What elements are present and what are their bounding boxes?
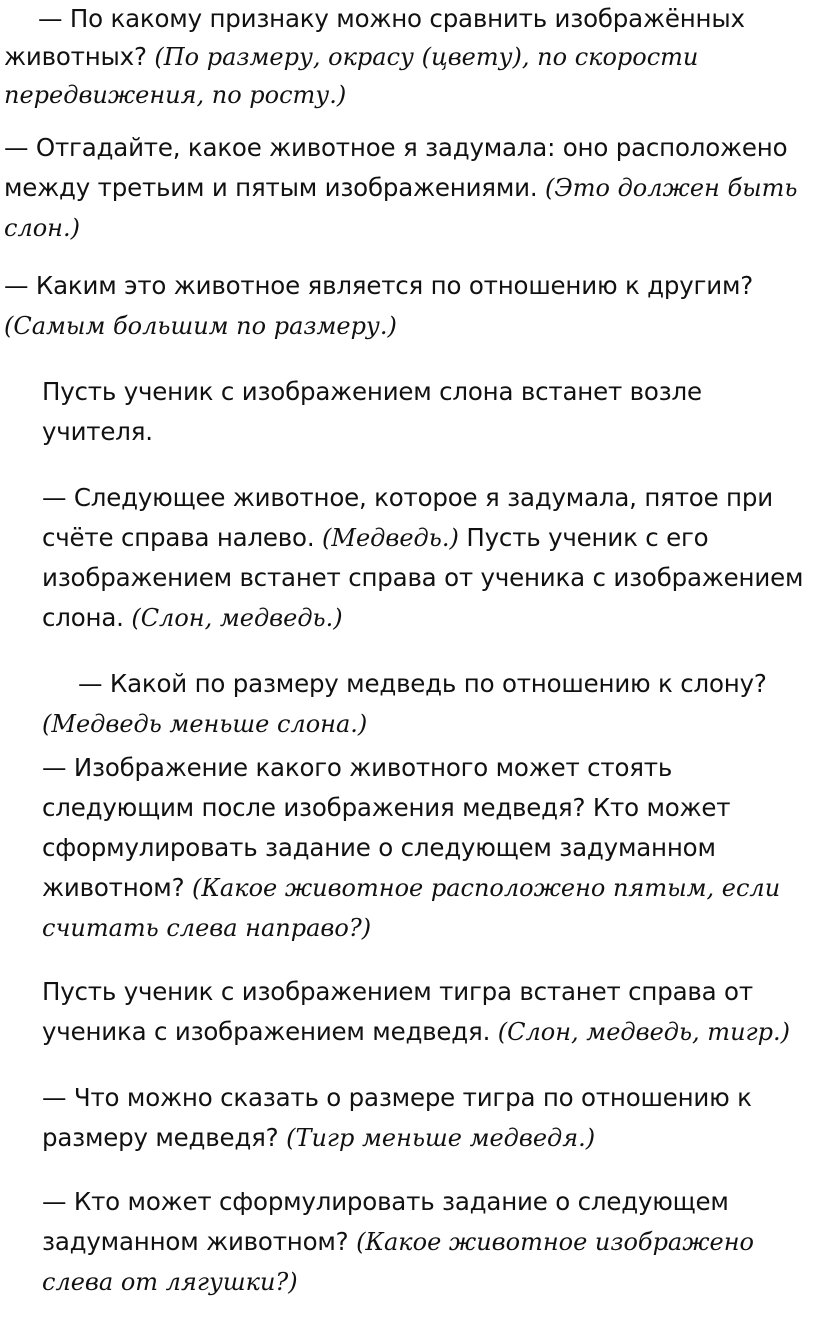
answer-text: (Медведь.) bbox=[322, 524, 459, 552]
question-text: — Отгадайте, какое животное я задумала: оно расположено между третьим и пятым изображениями. bbox=[4, 133, 788, 202]
question-text: — По какому признаку можно сравнить изображённых животных? bbox=[4, 4, 745, 71]
paragraph-question-bear-size bbox=[42, 664, 812, 744]
paragraph-instruction-tiger bbox=[42, 972, 816, 1052]
paragraph-question-tiger-size bbox=[42, 1078, 802, 1158]
paragraph-instruction-elephant bbox=[42, 372, 782, 452]
instruction-text: Пусть ученик с его изображением встанет справа от ученика с изображением слона. bbox=[42, 523, 804, 632]
paragraph-question-after-bear bbox=[42, 748, 812, 948]
answer-text: (Какое животное расположено пятым, если считать слева направо?) bbox=[42, 874, 781, 942]
question-text: — Каким это животное является по отношению к другим? bbox=[4, 271, 754, 300]
answer-text: (Какое животное изображено слева от лягушки?) bbox=[42, 1228, 754, 1296]
question-text: — Кто может сформулировать задание о следующем задуманном животном? bbox=[42, 1187, 729, 1256]
paragraph-question-relation bbox=[4, 266, 804, 346]
instruction-text: Пусть ученик с изображением слона встанет возле учителя. bbox=[42, 377, 702, 446]
question-text: — Что можно сказать о размере тигра по отношению к размеру медведя? bbox=[42, 1083, 752, 1152]
answer-text: (Медведь меньше слона.) bbox=[42, 710, 368, 738]
question-text: — Следующее животное, которое я задумала, пятое при счёте справа налево. bbox=[42, 483, 773, 552]
question-text: — Какой по размеру медведь по отношению к слону? bbox=[78, 669, 767, 698]
answer-text: (Тигр меньше медведя.) bbox=[286, 1124, 596, 1152]
answer-text-2: (Слон, медведь.) bbox=[131, 604, 343, 632]
paragraph-question-guess-animal bbox=[4, 128, 804, 248]
answer-text: (Это должен быть слон.) bbox=[4, 174, 798, 242]
answer-text: (По размеру, окрасу (цвету), по скорости передвижения, по росту.) bbox=[4, 43, 699, 109]
question-text: — Изображение какого животного может стоять следующим после изображения медведя? Кто может сформулировать задание о следующем задуманном животном? bbox=[42, 753, 731, 902]
paragraph-question-next-task bbox=[42, 1182, 802, 1302]
answer-text: (Самым большим по размеру.) bbox=[4, 312, 397, 340]
answer-text: (Слон, медведь, тигр.) bbox=[497, 1018, 791, 1046]
instruction-text: Пусть ученик с изображением тигра встанет справа от ученика с изображением медведя. bbox=[42, 977, 753, 1046]
paragraph-question-next-animal bbox=[42, 478, 812, 638]
paragraph-question-compare bbox=[4, 0, 804, 114]
